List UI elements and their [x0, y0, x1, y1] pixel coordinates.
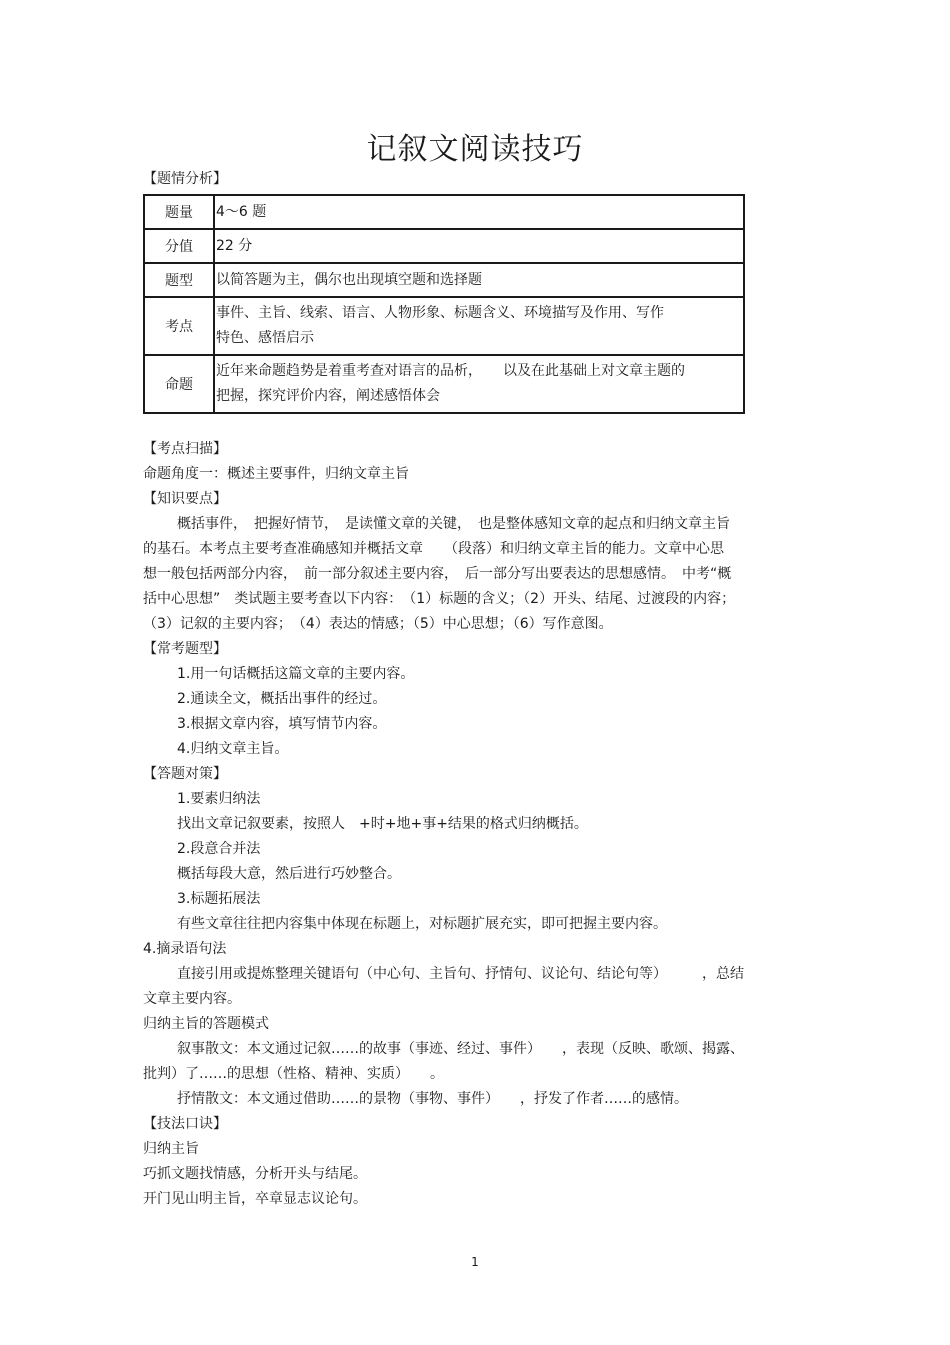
table-row [144, 355, 744, 413]
row-key: 题量 [144, 195, 214, 229]
situation-heading: 【题情分析】 [143, 171, 227, 187]
knowledge-line: 的基石。本考点主要考查准确感知并概括文章 （段落）和归纳文章主旨的能力。文章中心思 [143, 541, 724, 557]
row-key: 命题 [144, 355, 214, 413]
table-row [144, 195, 744, 229]
angle-one: 命题角度一：概述主要事件，归纳文章主旨 [143, 466, 409, 482]
knowledge-line: 括中心思想” 类试题主要考查以下内容： （1）标题的含义；（2）开头、结尾、过渡段的内容； [143, 591, 736, 607]
document-title: 记叙文阅读技巧 [366, 132, 584, 167]
row-key: 考点 [144, 297, 214, 355]
knowledge-heading: 【知识要点】 [143, 491, 227, 507]
strategy-heading: 【答题对策】 [143, 766, 227, 782]
list-item: 1.用一句话概括这篇文章的主要内容。 [177, 666, 415, 682]
table-row [144, 297, 744, 355]
row-key: 分值 [144, 229, 214, 263]
common-heading: 【常考题型】 [143, 641, 227, 657]
method-title: 4.摘录语句法 [143, 941, 227, 957]
info-table [143, 194, 745, 414]
list-item: 4.归纳文章主旨。 [177, 741, 289, 757]
scan-heading: 【考点扫描】 [143, 441, 227, 457]
list-item: 3.根据文章内容，填写情节内容。 [177, 716, 387, 732]
table-row [144, 263, 744, 297]
tips-subheading: 归纳主旨 [143, 1141, 199, 1157]
tip-line: 开门见山明主旨，卒章显志议论句。 [143, 1191, 367, 1207]
method-desc: 直接引用或提炼整理关键语句（中心句、主旨句、抒情句、议论句、结论句等） ，总结 [177, 966, 744, 982]
narrative-template: 叙事散文：本文通过记叙……的故事（事迹、经过、事件） ，表现（反映、歌颂、揭露、 [177, 1041, 744, 1057]
list-item: 2.通读全文，概括出事件的经过。 [177, 691, 387, 707]
table-row [144, 229, 744, 263]
page-number: 1 [471, 1255, 479, 1269]
row-value: 以简答题为主，偶尔也出现填空题和选择题 [214, 263, 744, 297]
theme-mode-heading: 归纳主旨的答题模式 [143, 1016, 269, 1032]
method-title: 2.段意合并法 [177, 841, 261, 857]
narrative-template: 批判）了……的思想（性格、精神、实质） 。 [143, 1066, 444, 1082]
lyric-template: 抒情散文：本文通过借助……的景物（事物、事件） ，抒发了作者……的感情。 [177, 1091, 688, 1107]
method-desc: 有些文章往往把内容集中体现在标题上，对标题扩展充实，即可把握主要内容。 [177, 916, 667, 932]
tips-heading: 【技法口诀】 [143, 1116, 227, 1132]
method-desc: 概括每段大意，然后进行巧妙整合。 [177, 866, 401, 882]
knowledge-line: 概括事件， 把握好情节， 是读懂文章的关键， 也是整体感知文章的起点和归纳文章主旨 [177, 516, 730, 532]
row-key: 题型 [144, 263, 214, 297]
knowledge-line: （3）记叙的主要内容； （4）表达的情感；（5）中心思想；（6）写作意图。 [143, 616, 613, 632]
method-title: 1.要素归纳法 [177, 791, 261, 807]
knowledge-line: 想一般包括两部分内容， 前一部分叙述主要内容， 后一部分写出要表达的思想感情。 中考“概 [143, 566, 732, 582]
method-desc: 找出文章记叙要素，按照人 +时+地+事+结果的格式归纳概括。 [177, 816, 588, 832]
row-value: 事件、主旨、线索、语言、人物形象、标题含义、环境描写及作用、写作 特色、感悟启示 [214, 297, 744, 355]
row-value: 近年来命题趋势是着重考查对语言的品析， 以及在此基础上对文章主题的 把握，探究评价内容，阐述感悟体会 [214, 355, 744, 413]
row-value: 4～6 题 [214, 195, 744, 229]
row-value: 22 分 [214, 229, 744, 263]
method-title: 3.标题拓展法 [177, 891, 261, 907]
method-desc: 文章主要内容。 [143, 991, 241, 1007]
tip-line: 巧抓文题找情感，分析开头与结尾。 [143, 1166, 367, 1182]
